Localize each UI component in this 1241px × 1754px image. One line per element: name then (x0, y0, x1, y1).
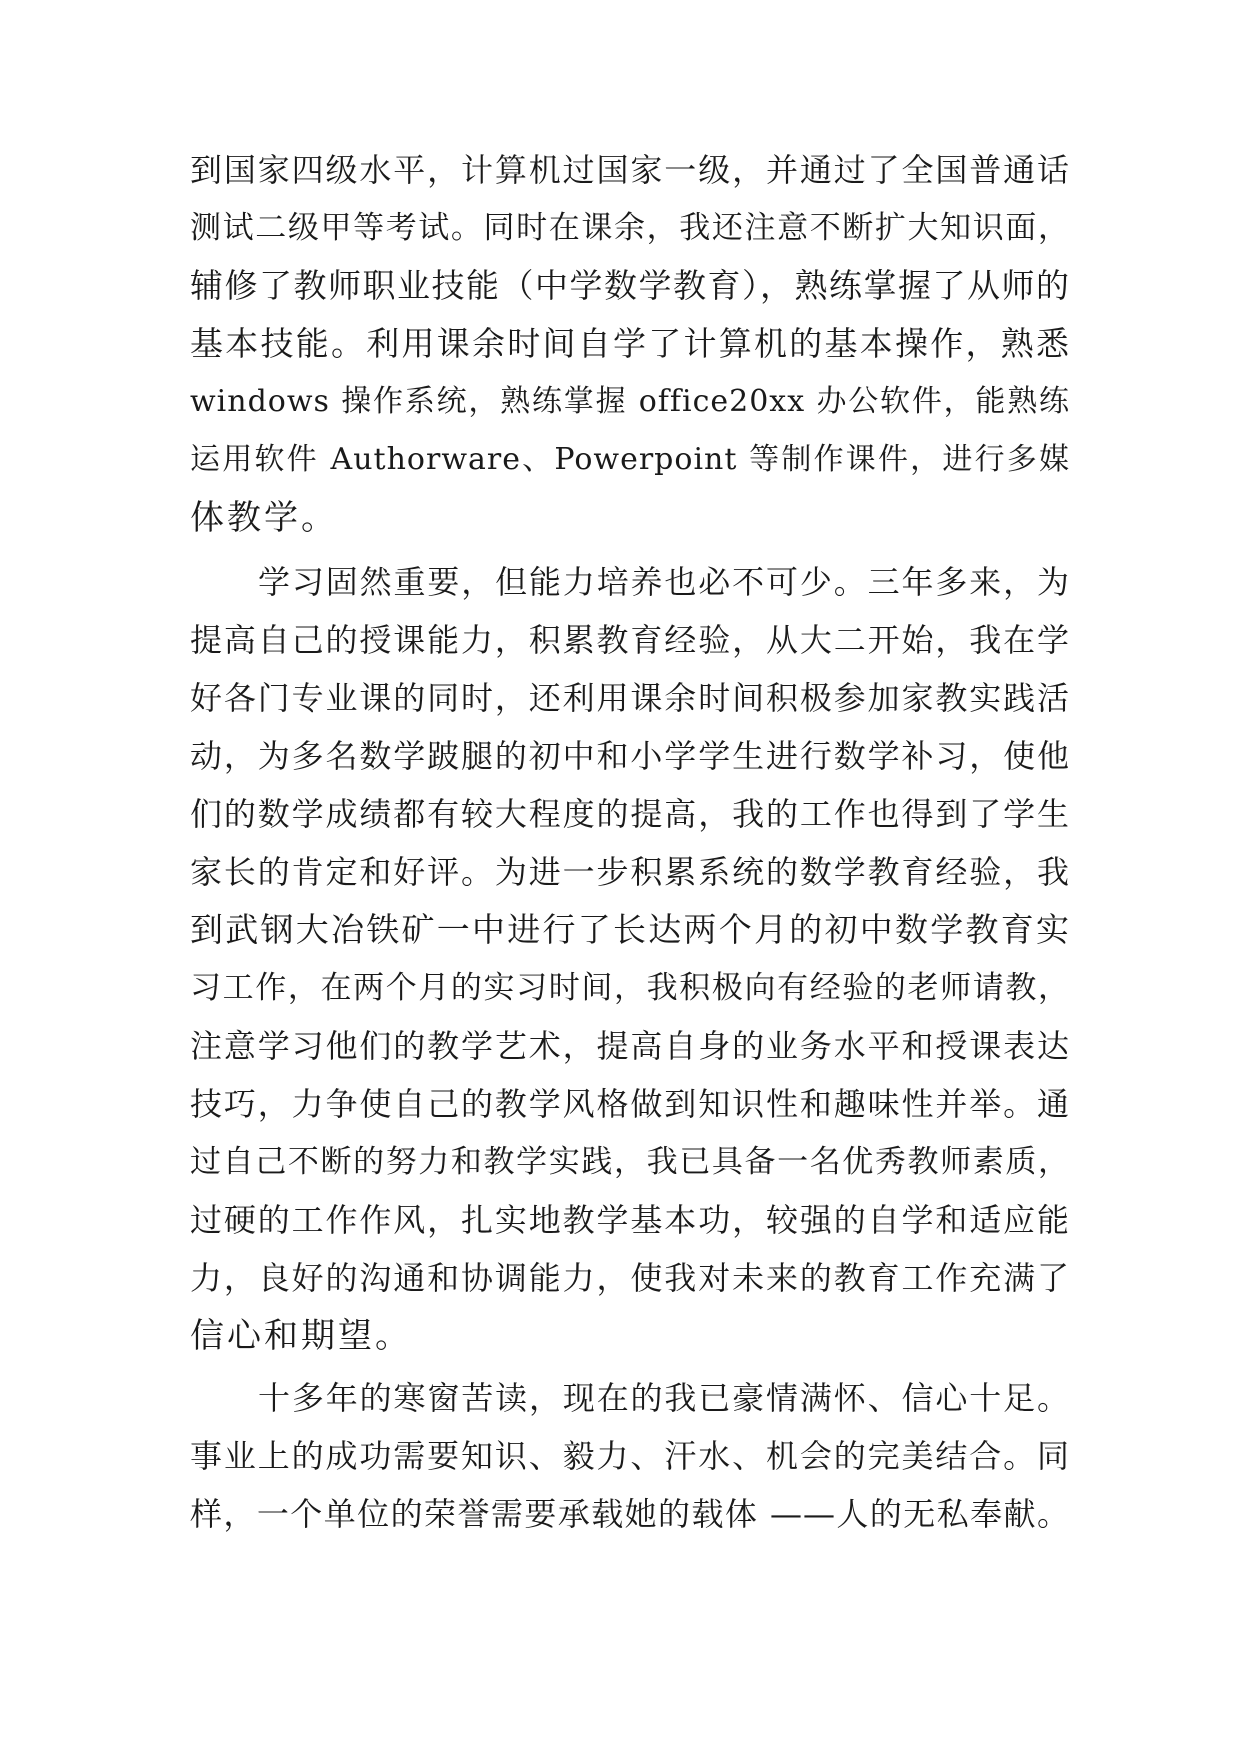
text-line: 测试二级甲等考试。同时在课余，我还注意不断扩大知识面， (190, 210, 1070, 246)
text-line: 基本技能。利用课余时间自学了计算机的基本操作，熟悉 (190, 324, 1070, 363)
text-line: 十多年的寒窗苦读，现在的我已豪情满怀、信心十足。 (258, 1379, 1070, 1417)
text-line: 样，一个单位的荣誉需要承载她的载体 ——人的无私奉献。 (190, 1495, 1070, 1533)
text-line: 好各门专业课的同时，还利用课余时间积极参加家教实践活 (190, 679, 1070, 717)
text-line: 辅修了教师职业技能（中学数学教育），熟练掌握了从师的 (190, 266, 1070, 305)
text-line: 运用软件 Authorware、Powerpoint 等制作课件，进行多媒 (190, 442, 1070, 477)
text-line: 家长的肯定和好评。为进一步积累系统的数学教育经验，我 (190, 853, 1070, 891)
text-line: 过自己不断的努力和教学实践，我已具备一名优秀教师素质， (190, 1144, 1070, 1180)
text-line: 到武钢大冶铁矿一中进行了长达两个月的初中数学教育实 (190, 910, 1070, 949)
text-line: 过硬的工作作风，扎实地教学基本功，较强的自学和适应能 (190, 1201, 1070, 1239)
text-line: 注意学习他们的教学艺术，提高自身的业务水平和授课表达 (190, 1027, 1070, 1065)
text-line: 动，为多名数学跛腿的初中和小学学生进行数学补习，使他 (190, 737, 1070, 775)
text-line: 信心和期望。 (190, 1316, 412, 1356)
text-line: 事业上的成功需要知识、毅力、汗水、机会的完美结合。同 (190, 1437, 1070, 1475)
text-line: 提高自己的授课能力，积累教育经验，从大二开始，我在学 (190, 621, 1070, 659)
text-line: 学习固然重要，但能力培养也必不可少。三年多来，为 (258, 563, 1070, 601)
text-line: windows 操作系统，熟练掌握 office20xx 办公软件，能熟练 (190, 384, 1070, 419)
text-line: 力，良好的沟通和协调能力，使我对未来的教育工作充满了 (190, 1259, 1070, 1297)
text-line: 体教学。 (190, 498, 338, 538)
text-line: 到国家四级水平，计算机过国家一级，并通过了全国普通话 (190, 151, 1070, 189)
text-line: 们的数学成绩都有较大程度的提高，我的工作也得到了学生 (190, 795, 1070, 833)
text-line: 习工作，在两个月的实习时间，我积极向有经验的老师请教， (190, 970, 1070, 1006)
text-line: 技巧，力争使自己的教学风格做到知识性和趣味性并举。通 (190, 1085, 1070, 1123)
